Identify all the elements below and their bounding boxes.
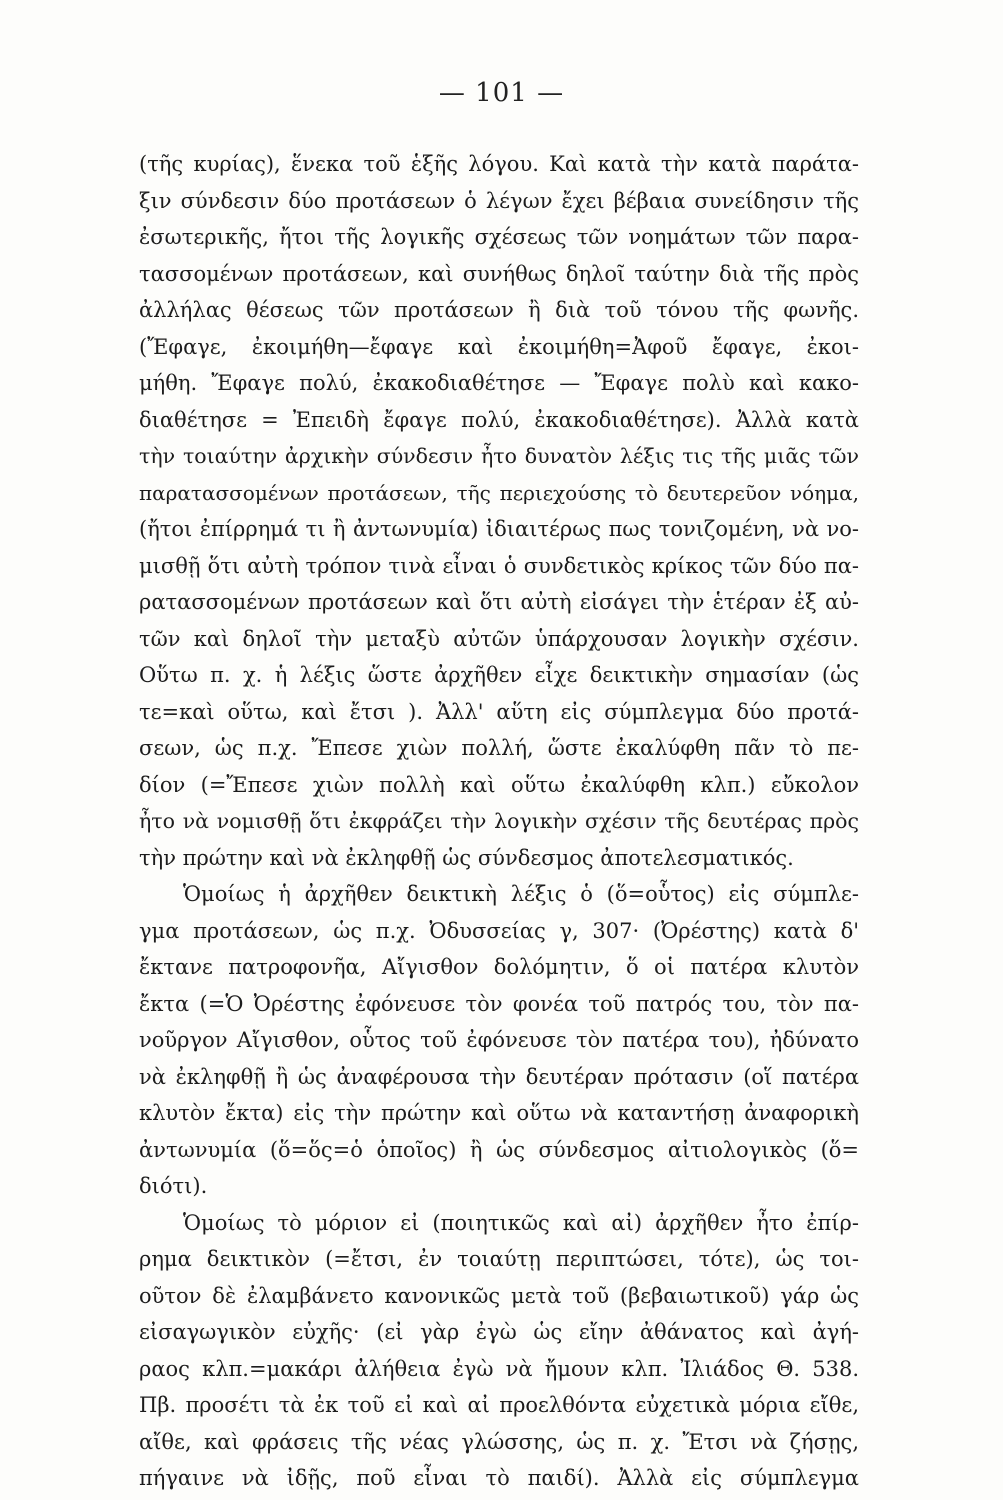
text-line: δίον (=Ἔπεσε χιὼν πολλὴ καὶ οὕτω ἐκαλύφθη κλπ.) εὔκολον [139, 772, 859, 797]
text-line: τασσομένων προτάσεων, καὶ συνήθως δηλοῖ ταύτην διὰ τῆς πρὸς [139, 261, 859, 286]
text-line: ρημα δεικτικὸν (=ἔτσι, ἐν τοιαύτῃ περιπτώσει, τότε), ὡς τοι- [139, 1247, 859, 1271]
text-line: γμα προτάσεων, ὡς π.χ. Ὀδυσσείας γ, 307· (Ὀρέστης) κατὰ δ' [139, 918, 859, 943]
text-line: Πβ. προσέτι τὰ ἐκ τοῦ εἰ καὶ αἰ προελθόντα εὐχετικὰ μόρια εἴθε, [139, 1393, 859, 1417]
text-line: μισθῇ ὅτι αὐτὴ τρόπον τινὰ εἶναι ὁ συνδετικὸς κρίκος τῶν δύο πα- [139, 553, 859, 578]
text-line: ραος κλπ.=μακάρι ἀλήθεια ἐγὼ νὰ ἤμουν κλπ. Ἰλιάδος Θ. 538. [139, 1356, 859, 1381]
text-line: ἀλλήλας θέσεως τῶν προτάσεων ἢ διὰ τοῦ τόνου τῆς φωνῆς. [139, 298, 859, 322]
text-line: ἐσωτερικῆς, ἤτοι τῆς λογικῆς σχέσεως τῶν νοημάτων τῶν παρα- [139, 225, 859, 249]
text-line: Οὕτω π. χ. ἡ λέξις ὥστε ἀρχῆθεν εἶχε δεικτικὴν σημασίαν (ὡς [139, 663, 859, 687]
text-line: (τῆς κυρίας), ἕνεκα τοῦ ἑξῆς λόγου. Καὶ κατὰ τὴν κατὰ παράτα- [139, 152, 859, 176]
text-line: διότι). [139, 1174, 208, 1198]
text-line: (Ἔφαγε, ἐκοιμήθη—ἔφαγε καὶ ἐκοιμήθη=Ἀφοῦ ἔφαγε, ἐκοι- [139, 334, 859, 359]
text-line: τῶν καὶ δηλοῖ τὴν μεταξὺ αὐτῶν ὑπάρχουσαν λογικὴν σχέσιν. [139, 626, 859, 651]
text-line: Ὁμοίως τὸ μόριον εἰ (ποιητικῶς καὶ αἰ) ἀρχῆθεν ἦτο ἐπίρ- [183, 1210, 859, 1235]
text-line: εἰσαγωγικὸν εὐχῆς· (εἰ γὰρ ἐγὼ ὡς εἴην ἀθάνατος καὶ ἀγή- [139, 1320, 859, 1344]
text-line: διαθέτησε = Ἐπειδὴ ἔφαγε πολύ, ἐκακοδιαθέτησε). Ἀλλὰ κατὰ [139, 407, 859, 432]
text-line: οῦτον δὲ ἐλαμβάνετο κανονικῶς μετὰ τοῦ (βεβαιωτικοῦ) γάρ ὡς [139, 1283, 859, 1308]
body-text [139, 146, 859, 1497]
text-line: νὰ ἐκληφθῇ ἢ ὡς ἀναφέρουσα τὴν δευτέραν πρότασιν (οἵ πατέρα [139, 1064, 859, 1089]
text-line: μήθη. Ἔφαγε πολύ, ἐκακοδιαθέτησε — Ἔφαγε πολὺ καὶ κακο- [139, 371, 859, 395]
text-line: ξιν σύνδεσιν δύο προτάσεων ὁ λέγων ἔχει βέβαια συνείδησιν τῆς [139, 188, 859, 213]
text-line: ἦτο νὰ νομισθῇ ὅτι ἐκφράζει τὴν λογικὴν σχέσιν τῆς δευτέρας πρὸς [139, 809, 859, 833]
text-line: τε=καὶ οὕτω, καὶ ἔτσι ). Ἀλλ' αὕτη εἰς σύμπλεγμα δύο προτά- [139, 699, 859, 724]
text-line: σεων, ὡς π.χ. Ἔπεσε χιὼν πολλή, ὥστε ἐκαλύφθη πᾶν τὸ πε- [139, 736, 859, 760]
text-line: ἔκτανε πατροφονῆα, Αἴγισθον δολόμητιν, ὅ οἱ πατέρα κλυτὸν [139, 955, 859, 979]
text-line: ρατασσομένων προτάσεων καὶ ὅτι αὐτὴ εἰσάγει τὴν ἑτέραν ἐξ αὐ- [139, 590, 859, 614]
page-number: — 101 — [438, 78, 565, 108]
text-line: παρατασσομένων προτάσεων, τῆς περιεχούσης τὸ δευτερεῦον νόημα, [139, 480, 859, 505]
text-line: νοῦργον Αἴγισθον, οὗτος τοῦ ἐφόνευσε τὸν πατέρα του), ἠδύνατο [139, 1028, 859, 1052]
text-line: Ὁμοίως ἡ ἀρχῆθεν δεικτικὴ λέξις ὁ (ὅ=οὗτος) εἰς σύμπλε- [183, 882, 859, 906]
text-line: ἔκτα (=Ὁ Ὀρέστης ἐφόνευσε τὸν φονέα τοῦ πατρός του, τὸν πα- [139, 991, 859, 1016]
text-line: τὴν τοιαύτην ἀρχικὴν σύνδεσιν ἦτο δυνατὸν λέξις τις τῆς μιᾶς τῶν [139, 444, 859, 468]
text-line: (ἤτοι ἐπίρρημά τι ἢ ἀντωνυμία) ἰδιαιτέρως πως τονιζομένη, νὰ νο- [139, 517, 859, 541]
text-line: κλυτὸν ἔκτα) εἰς τὴν πρώτην καὶ οὕτω νὰ καταντήσῃ ἀναφορικὴ [139, 1101, 859, 1125]
text-line: ἀντωνυμία (ὅ=ὅς=ὁ ὁποῖος) ἢ ὡς σύνδεσμος αἰτιολογικὸς (ὅ= [139, 1137, 859, 1162]
text-line: πήγαινε νὰ ἰδῇς, ποῦ εἶναι τὸ παιδί). Ἀλλὰ εἰς σύμπλεγμα [139, 1466, 859, 1490]
text-line: τὴν πρώτην καὶ νὰ ἐκληφθῇ ὡς σύνδεσμος ἀποτελεσματικός. [139, 845, 794, 870]
text-line: αἴθε, καὶ φράσεις τῆς νέας γλώσσης, ὡς π. χ. Ἔτσι νὰ ζήσῃς, [139, 1429, 859, 1454]
